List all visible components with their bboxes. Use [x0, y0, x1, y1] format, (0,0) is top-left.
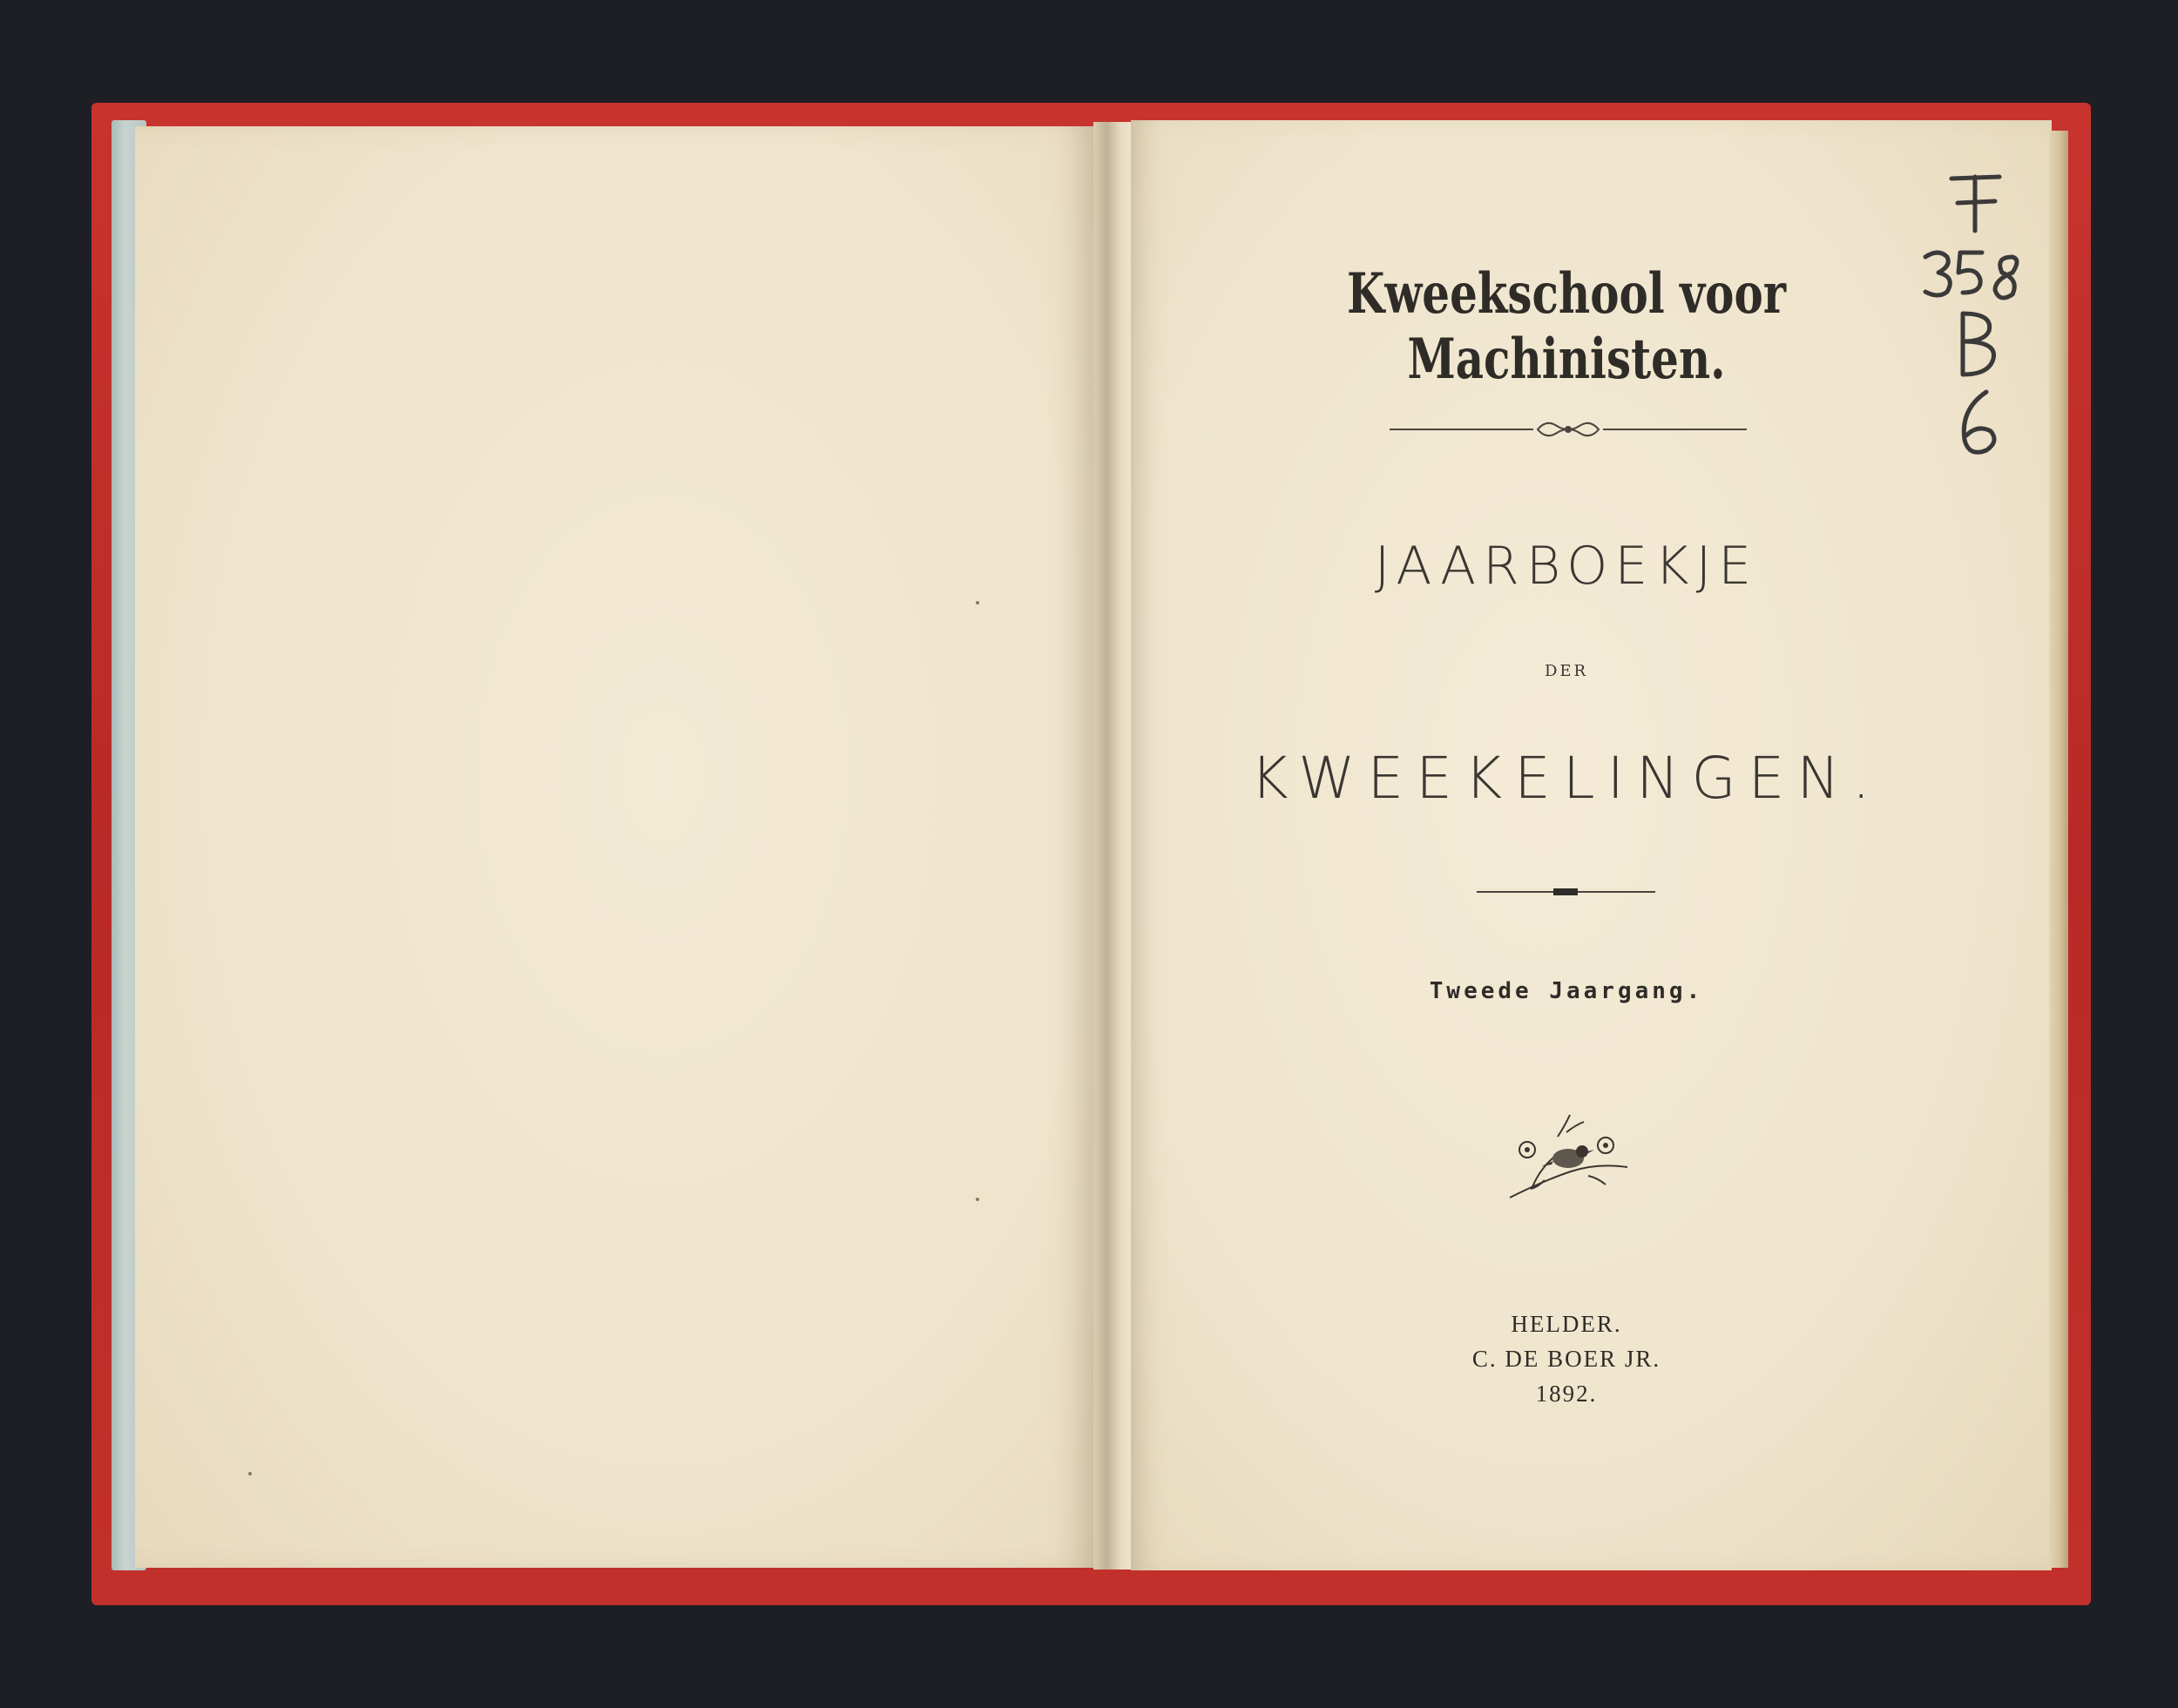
dash-rule-ornament-icon: [1477, 884, 1655, 900]
title-line-1: JAARBOEKJE: [1374, 536, 1759, 597]
bird-on-branch-vignette-icon: [1505, 1111, 1632, 1206]
title-connector: DER: [1544, 662, 1589, 680]
imprint: [1131, 1306, 2002, 1411]
right-page-edges: [2049, 131, 2068, 1568]
edition-label: Tweede Jaargang.: [1429, 978, 1704, 1004]
imprint-place: HELDER.: [1511, 1311, 1622, 1337]
pencil-call-number-mark: [1912, 161, 2043, 475]
imprint-year: 1892.: [1535, 1381, 1598, 1407]
book-gutter: [1093, 122, 1133, 1570]
title-line-2: KWEEKELINGEN.: [1250, 745, 1883, 812]
left-page: [135, 126, 1093, 1568]
floral-rule-ornament-icon: [1390, 416, 1747, 442]
school-name: Kweekschool voor Machinisten.: [1346, 261, 1787, 392]
imprint-publisher: C. DE BOER JR.: [1471, 1346, 1661, 1372]
